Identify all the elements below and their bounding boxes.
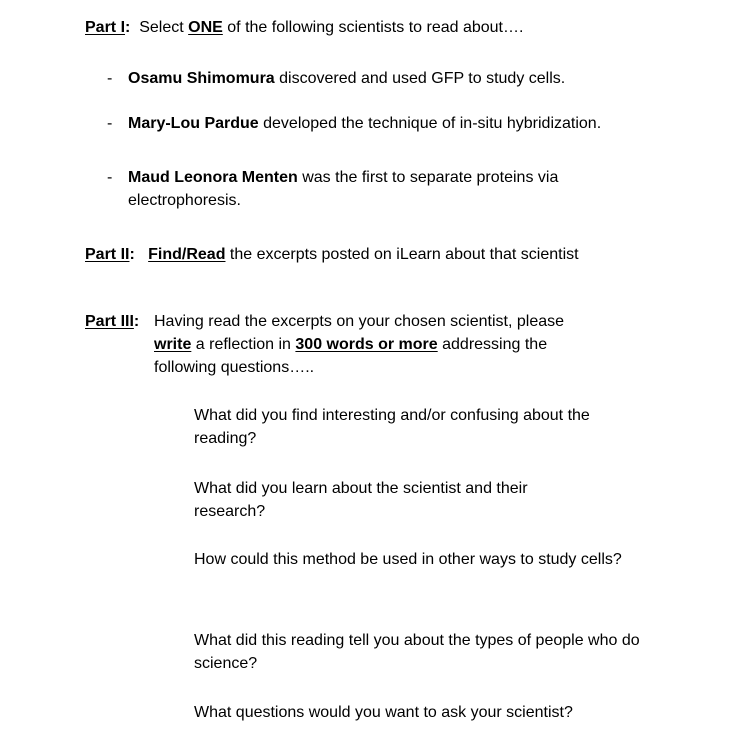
bullet-dash: - (107, 169, 113, 186)
reflection-question: What did you learn about the scientist and their research? (194, 480, 528, 520)
part3-line1: Having read the excerpts on your chosen scientist, please (154, 313, 565, 330)
part2-action: Find/Read (148, 246, 226, 263)
bullet-dash: - (107, 70, 113, 87)
part3-instructions (154, 310, 674, 379)
scientist-item (128, 112, 648, 135)
reflection-question: What did you find interesting and/or confusing about the reading? (194, 407, 590, 447)
reflection-question: What did this reading tell you about the types of people who do science? (194, 632, 640, 672)
part3-text-mid: a reflection in (191, 336, 296, 353)
part1-emphasis: ONE (188, 19, 223, 36)
part2-colon: : (129, 246, 135, 263)
scientist-description: developed the technique of in-situ hybridization. (258, 115, 602, 132)
part1-text-before: Select (139, 19, 189, 36)
bullet-dash: - (107, 115, 113, 132)
part3-line3: following questions….. (154, 359, 315, 376)
scientist-item (128, 166, 588, 212)
part3-heading: Part III (85, 313, 134, 330)
part3-line2 (154, 333, 674, 356)
part1-colon: : (125, 19, 131, 36)
part2-text: the excerpts posted on iLearn about that scientist (225, 246, 579, 263)
part1-line (85, 16, 705, 39)
scientist-description: was the first to separate proteins via electrophoresis. (128, 169, 559, 209)
scientist-name: Osamu Shimomura (128, 70, 275, 87)
scientist-name: Maud Leonora Menten (128, 169, 298, 186)
part3-write: write (154, 336, 192, 353)
part3-text-end: addressing the (437, 336, 548, 353)
scientist-description: discovered and used GFP to study cells. (274, 70, 566, 87)
part2-line (85, 243, 705, 266)
part3-heading-group (85, 310, 139, 333)
scientist-name: Mary-Lou Pardue (128, 115, 259, 132)
part1-heading: Part I (85, 19, 126, 36)
reflection-question: How could this method be used in other ways to study cells? (194, 551, 622, 568)
scientist-item (128, 67, 648, 90)
part1-text-after: of the following scientists to read about…. (222, 19, 524, 36)
reflection-question: What questions would you want to ask your scientist? (194, 704, 573, 721)
part3-word-count: 300 words or more (295, 336, 438, 353)
part2-heading: Part II (85, 246, 130, 263)
part3-colon: : (133, 313, 140, 330)
